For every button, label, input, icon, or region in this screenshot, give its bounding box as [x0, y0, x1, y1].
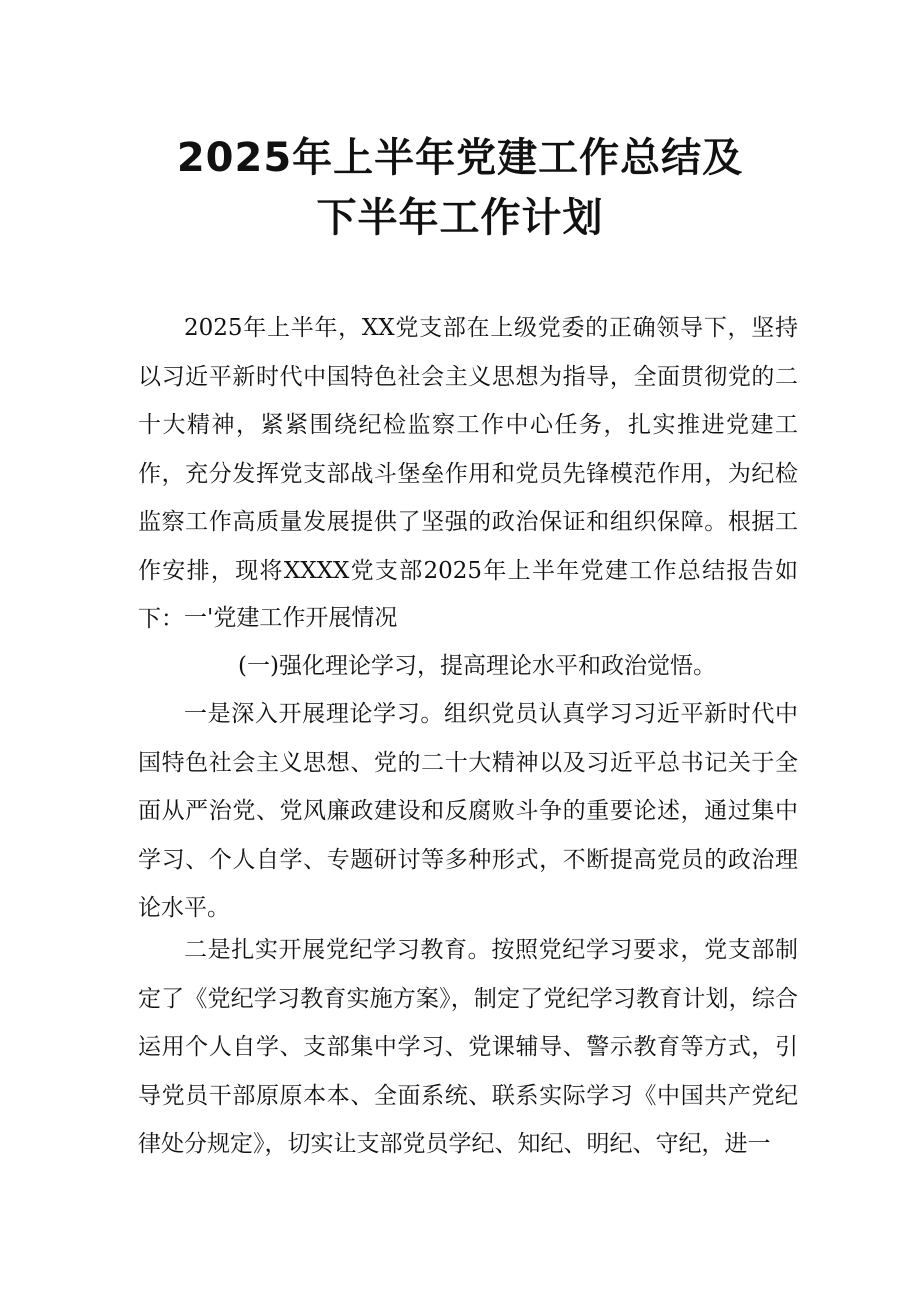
document-title-line-2: 下半年工作计划 — [316, 195, 604, 241]
subsection-heading: (一)强化理论学习，提高理论水平和政治觉悟。 — [238, 653, 716, 679]
document-title-line-1: 2025年上半年党建工作总结及 — [176, 135, 744, 181]
body-paragraph-theory-study: 一是深入开展理论学习。组织党员认真学习习近平新时代中国特色社会主义思想、党的二十大精神以及习近平总书记关于全面从严治党、党风廉政建设和反腐败斗争的重要论述，通过集中学习、个人自学、专题研讨等多种形式，不断提高党员的政治理论水平。 — [138, 701, 798, 921]
intro-paragraph: 2025年上半年，XX党支部在上级党委的正确领导下，坚持以习近平新时代中国特色社会主义思想为指导，全面贯彻党的二十大精神，紧紧围绕纪检监察工作中心任务，扎实推进党建工作，充分发挥党支部战斗堡垒作用和党员先锋模范作用，为纪检监察工作高质量发展提供了坚强的政治保证和组织保障。根据工作安排，现将XXXX党支部2025年上半年党建工作总结报告如下： — [138, 315, 798, 632]
section-heading: 一'党建工作开展情况 — [184, 605, 398, 631]
body-paragraph-discipline-education: 二是扎实开展党纪学习教育。按照党纪学习要求，党支部制定了《党纪学习教育实施方案》，制定了党纪学习教育计划，综合运用个人自学、支部集中学习、党课辅导、警示教育等方式，引导党员干部原原本本、全面系统、联系实际学习《中国共产党纪律处分规定》，切实让支部党员学纪、知纪、明纪、守纪，进一 — [138, 937, 798, 1157]
